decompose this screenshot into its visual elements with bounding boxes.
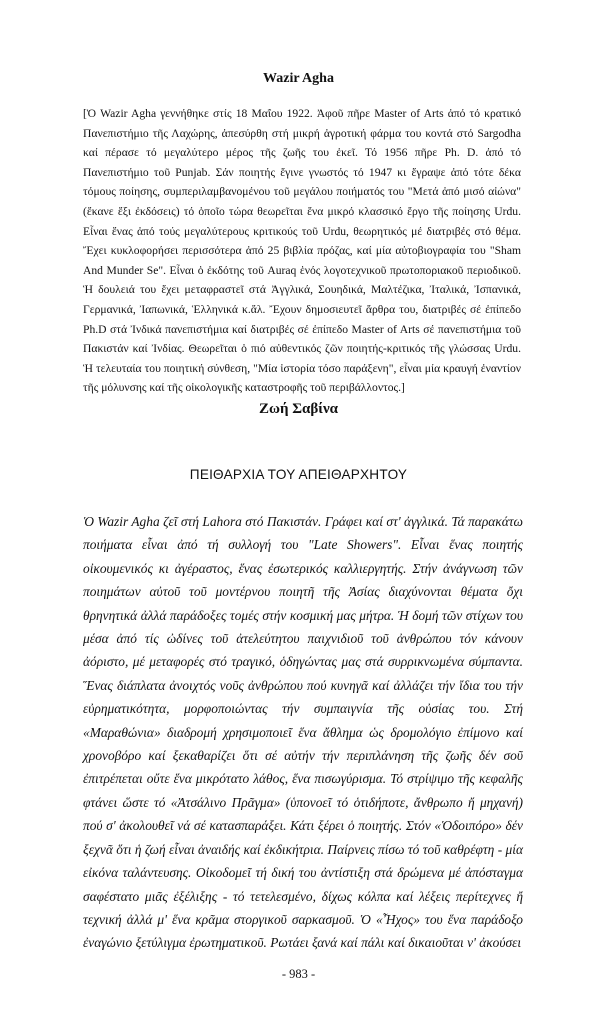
author-heading: Wazir Agha xyxy=(263,71,334,86)
essay-body: Ὁ Wazir Agha ζεῖ στή Lahora στό Πακιστάν. Γράφει καί στ' ἀγγλικά. Τά παρακάτω ποιήματα εἶναι ἀπό τή συλλογή του "Late Showers". Εἶναι ἕνας ποιητής οἰκουμενικός κι ἀγέραστος, ἕνας ἐσωτερικός καλλιεργητής. Στήν ἀνάγνωση τῶν ποιημάτων αὐτοῦ τοῦ μοντέρνου ποιητῆ τῆς Ἀσίας διαχύνονται θέματα ὄχι θρηνητικά ἀλλά παράδοξες τομές στήν κοσμική μας μήτρα. Ἡ δομή τῶν στίχων του μέσα ἀπό τίς ὠδίνες τοῦ ἀτελεύτητου παιχνιδιοῦ τοῦ ἀνθρώπου τόν κάνουν ἀόριστο, μέ μεταφορές στό τραγικό, ὁδηγώντας μας στά συρρικνωμένα σύμπαντα. Ἕνας διάπλατα ἀνοιχτός νοῦς ἀνθρώπου πού κυνηγᾶ καί ἀλλάζει τήν ἴδια του τήν εὐρηματικότητα, μορφοποιώντας τήν συμπαιγνία τῆς οὐσίας του. Στή «Μαραθώνια» διαδρομή χρησιμοποιεῖ ἕνα ἄθλημα ὡς δρομολόγιο ἐπίμονο καί χρονοβόρο καί ξεκαθαρίζει ὅτι σέ αὐτήν τήν περιπλάνηση τῆς ζωῆς δέν σοῦ ἐπιτρέπεται οὔτε ἕνα μικρότατο λάθος, ἕνα πισωγύρισμα. Τό στρίψιμο τῆς κεφαλῆς φτάνει ὥστε τό «Ἀτσάλινο Πρᾶγμα» (ὑπονοεῖ τό ὁτιδήποτε, ἄνθρωπο ἤ μηχανή) πού σ' ἀκολουθεῖ νά σέ κατασπαράξει. Κάτι ξέρει ὁ ποιητής. Στόν «Ὁδοιπόρο» δέν ξεχνᾶ ὅτι ἡ ζωή εἶναι ἀναιδής καί ἐκδικήτρια. Παίρνεις πίσω τό τοῦ καθρέφτη - μία εἰκόνα ταλάντευσης. Οἰκοδομεῖ τή δική του ἀντίστιξη στά δρώμενα μέ ἀπόσταγμα σαφέστατο μιᾶς ἐξέλιξης - τό τετελεσμένο, δίχως κόλπα καί λέξεις περίτεχνες ἤ τεχνική ἀλλά μ' ἕνα κρᾶμα στοργικοῦ σαρκασμοῦ. Ὁ «Ἦχος» του ἕνα παράδοξο ἐναγώνιο ξετύλιγμα ἐρωτηματικοῦ. Ρωτάει ξανά καί πάλι καί δικαιοῦται ν' ἀκούσει xyxy=(83,514,523,951)
author-biography: [Ὁ Wazir Agha γεννήθηκε στίς 18 Μαΐου 1922. Ἀφοῦ πῆρε Master of Arts ἀπό τό κρατικό Πανεπιστήμιο τῆς Λαχώρης, ἀπεσύρθη στή μικρή ἀγροτική φάρμα του κοντά στό Sargodha καί πέρασε τό μεγαλύτερο μέρος τῆς ζωῆς του ἐκεῖ. Τό 1956 πῆρε Ph. D. ἀπό τό Πανεπιστήμιο τοῦ Punjab. Σάν ποιητής ἔγινε γνωστός τό 1947 κι ἔγραψε ἀπό τότε δέκα τόμους ποίησης, συμπεριλαμβανομένου τοῦ μεγάλου ποιήματός του "Μετά ἀπό μισό αἰώνα" (ἔκανε ἔξι ἐκδόσεις) τό ὁποῖο τώρα θεωρεῖται ἕνα μικρό κλασσικό ἔργο τῆς ποίησης Urdu. Εἶναι ἕνας ἀπό τούς μεγαλύτερους κριτικούς τοῦ Urdu, θεωρητικός μέ διατριβές στό θέμα. Ἔχει κυκλοφορήσει περισσότερα ἀπό 25 βιβλία πρόζας, καί μία αὐτοβιογραφία του "Sham And Munder Se". Εἶναι ὁ ἐκδότης τοῦ Auraq ἑνός λογοτεχνικοῦ πρωτοποριακοῦ περιοδικοῦ. Ἡ δουλειά του ἔχει μεταφραστεῖ στά Ἀγγλικά, Σουηδικά, Μαλτέζικα, Ἰταλικά, Ἰσπανικά, Γερμανικά, Ἰαπωνικά, Ἑλληνικά κ.ἄλ. Ἔχουν δημοσιευτεῖ ἄρθρα του, διατριβές σέ ἐπίπεδο Ph.D στά Ἰνδικά πανεπιστήμια καί διατριβές σέ ἐπίπεδο Master of Arts σέ πανεπιστήμια τοῦ Πακιστάν καί Ἰνδίας. Θεωρεῖται ὁ πιό αὐθεντικός ζῶν ποιητής-κριτικός τῆς γλώσσας Urdu. Ἡ τελευταία του ποιητική σύνθεση, "Μία ἱστορία τόσο παράξενη", εἶναι μία κραυγή ἐναντίον τῆς μόλυνσης καί τῆς οἰκολογικῆς καταστροφῆς τοῦ περιβάλλοντος.] xyxy=(83,107,521,395)
essay-title: ΠΕΙΘΑΡΧΙΑ ΤΟΥ ΑΠΕΙΘΑΡΧΗΤΟΥ xyxy=(189,467,408,482)
translator-heading: Ζωή Σαβίνα xyxy=(258,401,339,417)
page-number: - 983 - xyxy=(281,967,316,981)
